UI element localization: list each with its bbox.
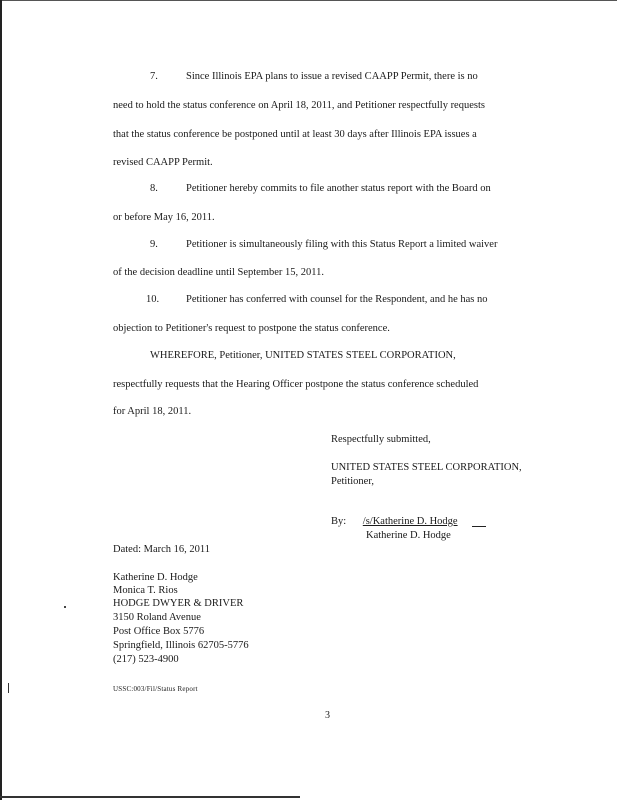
page-number: 3 — [325, 710, 330, 721]
paragraph-text: objection to Petitioner's request to postpone the status conference. — [113, 323, 390, 334]
date-line: Dated: March 16, 2011 — [113, 544, 211, 555]
paragraph-number: 9. — [150, 239, 158, 250]
company-name: UNITED STATES STEEL CORPORATION, — [331, 462, 522, 473]
paragraph-number: 10. — [146, 294, 160, 305]
document-footer: USSC:003/Fil/Status Report — [113, 685, 198, 693]
scan-mark — [8, 683, 9, 693]
counsel-line: (217) 523-4900 — [113, 654, 179, 665]
paragraph-text: Since Illinois EPA plans to issue a revised CAAPP Permit, there is no — [186, 71, 478, 82]
scan-edge-left — [0, 0, 2, 800]
party-role: Petitioner, — [331, 476, 375, 487]
wherefore-line: respectfully requests that the Hearing Officer postpone the status conference scheduled — [113, 379, 479, 390]
paragraph-number: 8. — [150, 183, 158, 194]
scan-edge-bottom — [0, 796, 300, 798]
paragraph-text: Petitioner has conferred with counsel for the Respondent, and he has no — [186, 294, 488, 305]
paragraph-text: that the status conference be postponed until at least 30 days after Illinois EPA issues a — [113, 129, 477, 140]
paragraph-text: or before May 16, 2011. — [113, 212, 215, 223]
paragraph-number: 7. — [150, 71, 158, 82]
counsel-line: HODGE DWYER & DRIVER — [113, 598, 244, 609]
counsel-line: Katherine D. Hodge — [113, 572, 198, 583]
by-label: By: — [331, 516, 347, 527]
signer-name: Katherine D. Hodge — [366, 530, 451, 541]
respectfully-submitted: Respectfully submitted, — [331, 434, 431, 445]
electronic-signature: /s/Katherine D. Hodge — [362, 516, 458, 527]
signature-line — [331, 516, 486, 527]
paragraph-text: of the decision deadline until September 15, 2011. — [113, 267, 325, 278]
counsel-line: 3150 Roland Avenue — [113, 612, 201, 623]
wherefore-line: WHEREFORE, Petitioner, UNITED STATES STEEL CORPORATION, — [150, 350, 456, 361]
paragraph-text: revised CAAPP Permit. — [113, 157, 213, 168]
counsel-line: Monica T. Rios — [113, 585, 178, 596]
counsel-line: Post Office Box 5776 — [113, 626, 205, 637]
paragraph-text: Petitioner hereby commits to file another status report with the Board on — [186, 183, 491, 194]
scan-edge-top — [0, 0, 617, 1]
counsel-line: Springfield, Illinois 62705-5776 — [113, 640, 249, 651]
paragraph-text: Petitioner is simultaneously filing with this Status Report a limited waiver — [186, 239, 498, 250]
paragraph-text: need to hold the status conference on April 18, 2011, and Petitioner respectfully requests — [113, 100, 485, 111]
wherefore-line: for April 18, 2011. — [113, 406, 192, 417]
scan-speck — [64, 606, 66, 608]
signature-blank — [472, 516, 486, 527]
